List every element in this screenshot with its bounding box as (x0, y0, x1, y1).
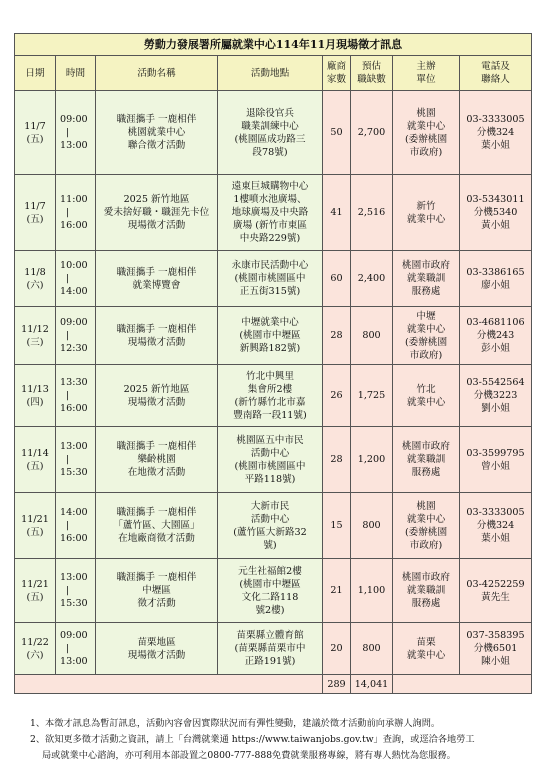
time-cell: 13:00 | 15:30 (56, 559, 96, 623)
venue-cell: 退除役官兵 職業訓練中心 (桃園區成功路三 段78號) (218, 91, 323, 175)
venue-cell: 中壢就業中心 (桃園市中壢區 新興路182號) (218, 307, 323, 365)
note-line: 局或就業中心諮詢，亦可利用本部設置之0800-777-888免費就業服務專線，將有專人熱忱為您服務。 (42, 750, 456, 761)
openings-cell: 2,516 (351, 175, 393, 251)
venue-cell: 大新市民 活動中心 (蘆竹區大新路32 號) (218, 493, 323, 559)
event-name-cell: 職涯攜手 一鹿相伴 現場徵才活動 (96, 307, 218, 365)
organizer-cell: 桃園市政府 就業職訓 服務處 (393, 559, 460, 623)
header-time: 時間 (56, 56, 96, 91)
total-openings: 14,041 (351, 675, 393, 694)
header-contact: 電話及 聯絡人 (460, 56, 532, 91)
companies-cell: 28 (323, 427, 351, 493)
venue-cell: 竹北中興里 集會所2樓 (新竹縣竹北市嘉 豐南路一段11號) (218, 365, 323, 427)
organizer-cell: 桃園 就業中心 (委辦桃園 市政府) (393, 91, 460, 175)
time-cell: 13:00 | 15:30 (56, 427, 96, 493)
contact-cell: 03-3333005 分機324 葉小姐 (460, 493, 532, 559)
header-date: 日期 (15, 56, 56, 91)
totals-spacer (15, 675, 323, 694)
date-cell: 11/21 (五) (15, 493, 56, 559)
contact-cell: 03-3386165 廖小姐 (460, 251, 532, 307)
date-cell: 11/8 (六) (15, 251, 56, 307)
companies-cell: 21 (323, 559, 351, 623)
openings-cell: 2,700 (351, 91, 393, 175)
header-companies: 廠商 家數 (323, 56, 351, 91)
header-openings: 預估 職缺數 (351, 56, 393, 91)
openings-cell: 1,725 (351, 365, 393, 427)
organizer-cell: 桃園市政府 就業職訓 服務處 (393, 427, 460, 493)
venue-cell: 遠東巨城購物中心 1樓噴水池廣場、 地球廣場及中央路 廣場 (新竹市東區 中央路229號) (218, 175, 323, 251)
organizer-cell: 竹北 就業中心 (393, 365, 460, 427)
companies-cell: 26 (323, 365, 351, 427)
table-row (15, 559, 532, 623)
date-cell: 11/14 (五) (15, 427, 56, 493)
date-cell: 11/22 (六) (15, 623, 56, 675)
venue-cell: 元生社福館2樓 (桃園市中壢區 文化二路118 號2樓) (218, 559, 323, 623)
organizer-cell: 新竹 就業中心 (393, 175, 460, 251)
openings-cell: 1,100 (351, 559, 393, 623)
table-row (15, 493, 532, 559)
notes (30, 716, 530, 764)
event-name-cell: 職涯攜手 一鹿相伴 就業博覽會 (96, 251, 218, 307)
time-cell: 13:30 | 16:00 (56, 365, 96, 427)
date-cell: 11/7 (五) (15, 175, 56, 251)
openings-cell: 2,400 (351, 251, 393, 307)
time-cell: 09:00 | 13:00 (56, 91, 96, 175)
header-place: 活動地點 (218, 56, 323, 91)
table-row (15, 365, 532, 427)
header-organizer: 主辦 單位 (393, 56, 460, 91)
venue-cell: 桃園區五中市民 活動中心 (桃園市桃園區中 平路118號) (218, 427, 323, 493)
table-row (15, 623, 532, 675)
note-line: 1、本徵才訊息為暫訂訊息，活動內容會因實際狀況而有彈性變動，建議於徵才活動前向承辦人詢問。 (30, 718, 441, 729)
openings-cell: 800 (351, 623, 393, 675)
event-name-cell: 職涯攜手 一鹿相伴 樂齡桃園 在地徵才活動 (96, 427, 218, 493)
event-name-cell: 2025 新竹地區 愛未捨好職・職涯先卡位 現場徵才活動 (96, 175, 218, 251)
openings-cell: 800 (351, 307, 393, 365)
event-name-cell: 職涯攜手 一鹿相伴 「蘆竹區、大園區」 在地廠商徵才活動 (96, 493, 218, 559)
event-name-cell: 職涯攜手 一鹿相伴 中壢區 徵才活動 (96, 559, 218, 623)
companies-cell: 50 (323, 91, 351, 175)
date-cell: 11/7 (五) (15, 91, 56, 175)
companies-cell: 28 (323, 307, 351, 365)
date-cell: 11/13 (四) (15, 365, 56, 427)
contact-cell: 03-3599795 曾小姐 (460, 427, 532, 493)
event-name-cell: 職涯攜手 一鹿相伴 桃園就業中心 聯合徵才活動 (96, 91, 218, 175)
total-companies: 289 (323, 675, 351, 694)
time-cell: 14:00 | 16:00 (56, 493, 96, 559)
date-cell: 11/21 (五) (15, 559, 56, 623)
organizer-cell: 桃園 就業中心 (委辦桃園 市政府) (393, 493, 460, 559)
table-row (15, 91, 532, 175)
contact-cell: 03-3333005 分機324 葉小姐 (460, 91, 532, 175)
contact-cell: 03-4252259 黃先生 (460, 559, 532, 623)
totals-spacer-right (393, 675, 532, 694)
openings-cell: 1,200 (351, 427, 393, 493)
contact-cell: 03-5542564 分機3223 劉小姐 (460, 365, 532, 427)
job-fair-schedule (14, 33, 531, 694)
table-row (15, 251, 532, 307)
event-name-cell: 苗栗地區 現場徵才活動 (96, 623, 218, 675)
header-name: 活動名稱 (96, 56, 218, 91)
schedule-table (14, 33, 532, 694)
organizer-cell: 苗栗 就業中心 (393, 623, 460, 675)
note-line: 2、欲知更多徵才活動之資訊，請上「台灣就業通 https://www.taiwanjobs.gov.tw」查詢，或逕洽各地勞工 (30, 734, 475, 745)
companies-cell: 15 (323, 493, 351, 559)
time-cell: 09:00 | 13:00 (56, 623, 96, 675)
table-row (15, 427, 532, 493)
companies-cell: 20 (323, 623, 351, 675)
time-cell: 09:00 | 12:30 (56, 307, 96, 365)
venue-cell: 永康市民活動中心 (桃園市桃園區中 正五街315號) (218, 251, 323, 307)
companies-cell: 60 (323, 251, 351, 307)
header-row (15, 56, 532, 91)
table-row (15, 307, 532, 365)
table-title: 勞動力發展署所屬就業中心114年11月現場徵才訊息 (15, 34, 532, 56)
contact-cell: 037-358395 分機6501 陳小姐 (460, 623, 532, 675)
time-cell: 10:00 | 14:00 (56, 251, 96, 307)
contact-cell: 03-4681106 分機243 彭小姐 (460, 307, 532, 365)
openings-cell: 800 (351, 493, 393, 559)
venue-cell: 苗栗縣立體育館 (苗栗縣苗栗市中 正路191號) (218, 623, 323, 675)
organizer-cell: 桃園市政府 就業職訓 服務處 (393, 251, 460, 307)
event-name-cell: 2025 新竹地區 現場徵才活動 (96, 365, 218, 427)
contact-cell: 03-5343011 分機5340 黃小姐 (460, 175, 532, 251)
time-cell: 11:00 | 16:00 (56, 175, 96, 251)
table-row (15, 175, 532, 251)
date-cell: 11/12 (三) (15, 307, 56, 365)
totals-row (15, 675, 532, 694)
organizer-cell: 中壢 就業中心 (委辦桃園 市政府) (393, 307, 460, 365)
companies-cell: 41 (323, 175, 351, 251)
